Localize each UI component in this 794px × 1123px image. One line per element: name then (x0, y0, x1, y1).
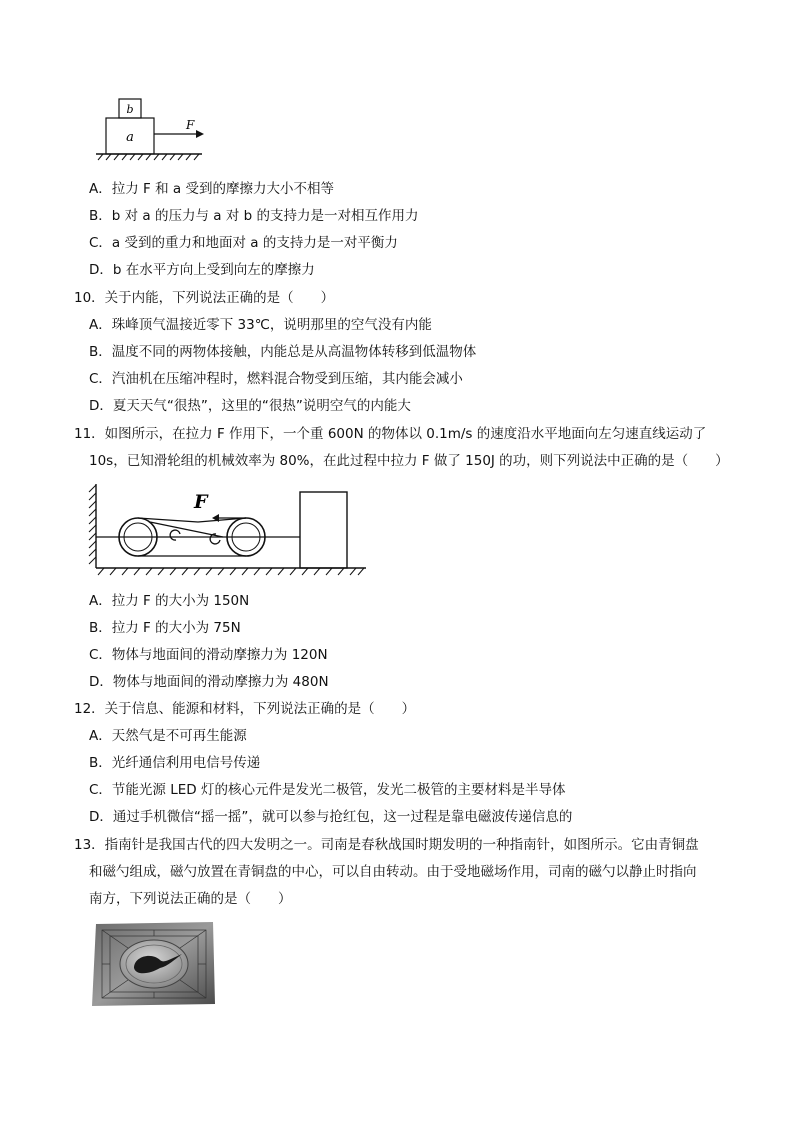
q10-option-d[interactable]: D．夏天天气“很热”，这里的“很热”说明空气的内能大 (89, 398, 411, 414)
q11-option-c[interactable]: C．物体与地面间的滑动摩擦力为 120N (89, 647, 328, 663)
q9-option-d[interactable]: D．b 在水平方向上受到向左的摩擦力 (89, 262, 315, 278)
q10-option-a[interactable]: A．珠峰顶气温接近零下 33℃，说明那里的空气没有内能 (89, 317, 432, 333)
q11-option-d[interactable]: D．物体与地面间的滑动摩擦力为 480N (89, 674, 329, 690)
q11-option-b[interactable]: B．拉力 F 的大小为 75N (89, 620, 241, 636)
ground-hatch (98, 154, 199, 160)
q12-option-c[interactable]: C．节能光源 LED 灯的核心元件是发光二极管，发光二极管的主要材料是半导体 (89, 782, 566, 798)
force-label: F (194, 491, 208, 513)
q9-figure (94, 97, 214, 167)
left-hook (170, 530, 180, 540)
q11-figure (88, 482, 373, 578)
ground-hatch (98, 568, 364, 575)
q11-stem-line1: 11．如图所示，在拉力 F 作用下，一个重 600N 的物体以 0.1m/s 的速度沿水平地面向左匀速直线运动了 (74, 426, 707, 442)
q12-option-b[interactable]: B．光纤通信利用电信号传递 (89, 755, 261, 771)
q9-option-a[interactable]: A．拉力 F 和 a 受到的摩擦力大小不相等 (89, 181, 334, 197)
q12-stem: 12．关于信息、能源和材料，下列说法正确的是（ ） (74, 701, 416, 717)
q13-stem-line2: 和磁勺组成，磁勺放置在青铜盘的中心，可以自由转动。由于受地磁场作用，司南的磁勺以静止时指向 (89, 864, 697, 880)
q9-option-c[interactable]: C．a 受到的重力和地面对 a 的支持力是一对平衡力 (89, 235, 398, 251)
force-arrowhead (196, 130, 204, 138)
q10-stem: 10．关于内能，下列说法正确的是（ ） (74, 290, 335, 306)
wall-hatch (89, 485, 96, 564)
q12-option-a[interactable]: A．天然气是不可再生能源 (89, 728, 247, 744)
object-block (300, 492, 347, 568)
q12-option-d[interactable]: D．通过手机微信“摇一摇”，就可以参与抢红包，这一过程是靠电磁波传递信息的 (89, 809, 573, 825)
q13-stem-line3: 南方，下列说法正确的是（ ） (89, 891, 292, 907)
q10-option-c[interactable]: C．汽油机在压缩冲程时，燃料混合物受到压缩，其内能会减小 (89, 371, 463, 387)
q9-option-b[interactable]: B．b 对 a 的压力与 a 对 b 的支持力是一对相互作用力 (89, 208, 419, 224)
q11-stem-line2: 10s，已知滑轮组的机械效率为 80%，在此过程中拉力 F 做了 150J 的功，则下列说法中正确的是（ ） (89, 453, 729, 469)
block-b-label: b (126, 103, 134, 116)
q13-stem-line1: 13．指南针是我国古代的四大发明之一。司南是春秋战国时期发明的一种指南针，如图所示。它由青铜盘 (74, 837, 699, 853)
q10-option-b[interactable]: B．温度不同的两物体接触，内能总是从高温物体转移到低温物体 (89, 344, 477, 360)
force-label: F (186, 118, 195, 132)
q13-sinan-image (90, 918, 217, 1008)
block-a-label: a (126, 130, 134, 145)
q11-option-a[interactable]: A．拉力 F 的大小为 150N (89, 593, 250, 609)
